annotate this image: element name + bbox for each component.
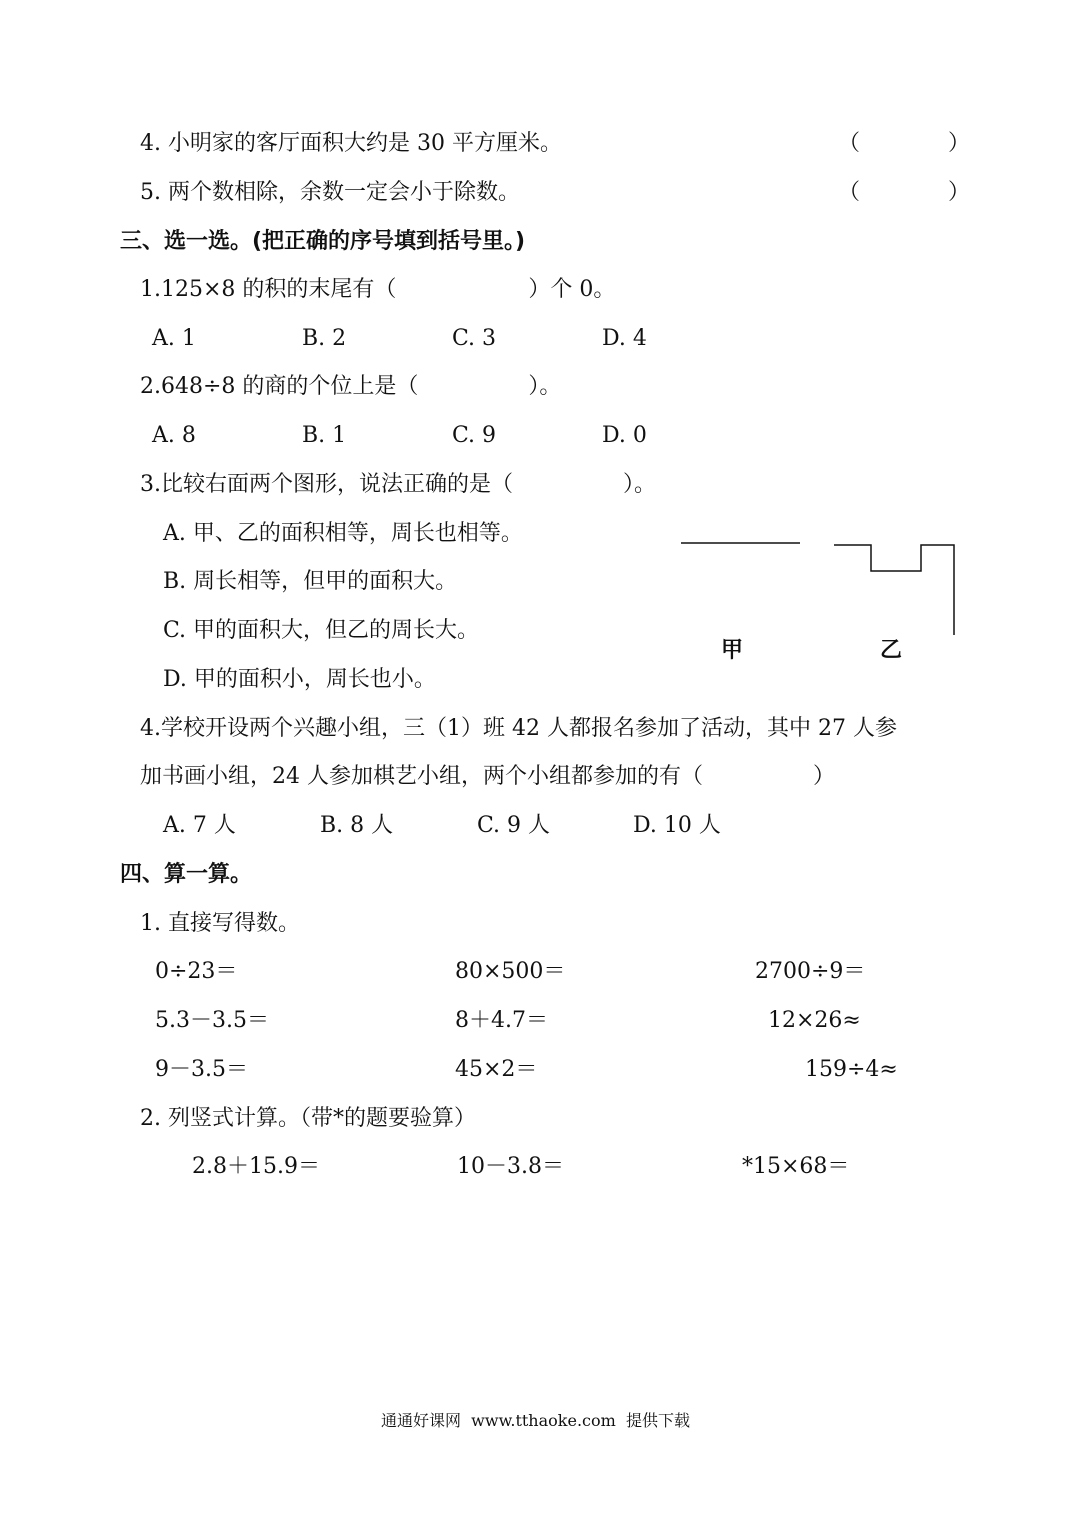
choice-q4-option-b: B. 8 人 — [320, 813, 394, 838]
choice-q3-option-d: D. 甲的面积小，周长也小。 — [163, 667, 436, 692]
choice-q3-option-b: B. 周长相等，但甲的面积大。 — [163, 569, 458, 594]
oral-calc-item: 45×2＝ — [455, 1057, 538, 1082]
choice-q4-option-c: C. 9 人 — [477, 813, 551, 838]
oral-calc-item: 0÷23＝ — [155, 959, 238, 984]
choice-q4-option-d: D. 10 人 — [633, 813, 721, 838]
oral-calc-item: 80×500＝ — [455, 959, 566, 984]
choice-q3-option-a: A. 甲、乙的面积相等，周长也相等。 — [163, 521, 523, 546]
oral-calc-item: 5.3－3.5＝ — [155, 1008, 269, 1033]
choice-q1-option-c: C. 3 — [452, 326, 497, 351]
choice-q1-text: 1.125×8 的积的末尾有（ ）个 0。 — [140, 277, 616, 302]
vertical-calc-item: 2.8＋15.9＝ — [192, 1154, 320, 1179]
choice-q3-text: 3.比较右面两个图形，说法正确的是（ ）。 — [140, 472, 656, 497]
choice-q4-line2: 加书画小组，24 人参加棋艺小组，两个小组都参加的有（ ） — [140, 764, 835, 789]
judge-q4-answer-paren: （ ） — [838, 131, 971, 156]
figure-label-jia: 甲 — [721, 638, 744, 663]
choice-q2-option-d: D. 0 — [602, 423, 647, 448]
choice-q2-option-c: C. 9 — [452, 423, 497, 448]
judge-q5-text: 5. 两个数相除，余数一定会小于除数。 — [140, 180, 520, 205]
page-footer: 通通好课网 www.tthaoke.com 提供下载 — [381, 1411, 690, 1430]
judge-q5-answer-paren: （ ） — [838, 180, 971, 205]
choice-q4-option-a: A. 7 人 — [163, 813, 236, 838]
oral-calc-title: 1. 直接写得数。 — [140, 911, 300, 936]
choice-q2-option-b: B. 1 — [302, 423, 347, 448]
choice-q4-line1: 4.学校开设两个兴趣小组，三（1）班 42 人都报名参加了活动，其中 27 人参 — [140, 716, 897, 741]
oral-calc-item: 9－3.5＝ — [155, 1057, 248, 1082]
judge-q4-text: 4. 小明家的客厅面积大约是 30 平方厘米。 — [140, 131, 562, 156]
oral-calc-item: 2700÷9＝ — [755, 959, 866, 984]
section3-title: 三、选一选。(把正确的序号填到括号里。) — [120, 229, 526, 254]
vertical-calc-item: 10－3.8＝ — [457, 1154, 564, 1179]
choice-q1-option-b: B. 2 — [302, 326, 347, 351]
choice-q2-option-a: A. 8 — [152, 423, 196, 448]
vertical-calc-title: 2. 列竖式计算。（带*的题要验算） — [140, 1106, 476, 1131]
vertical-calc-item: *15×68＝ — [742, 1154, 850, 1179]
figure-label-yi: 乙 — [880, 638, 903, 663]
shape-yi-outline — [834, 545, 954, 635]
choice-q1-option-d: D. 4 — [602, 326, 647, 351]
oral-calc-item: 8＋4.7＝ — [455, 1008, 548, 1033]
oral-calc-item: 159÷4≈ — [805, 1057, 898, 1082]
section4-title: 四、算一算。 — [120, 862, 253, 887]
choice-q1-option-a: A. 1 — [152, 326, 196, 351]
choice-q3-option-c: C. 甲的面积大，但乙的周长大。 — [163, 618, 480, 643]
oral-calc-item: 12×26≈ — [768, 1008, 861, 1033]
choice-q2-text: 2.648÷8 的商的个位上是（ ）。 — [140, 374, 562, 399]
